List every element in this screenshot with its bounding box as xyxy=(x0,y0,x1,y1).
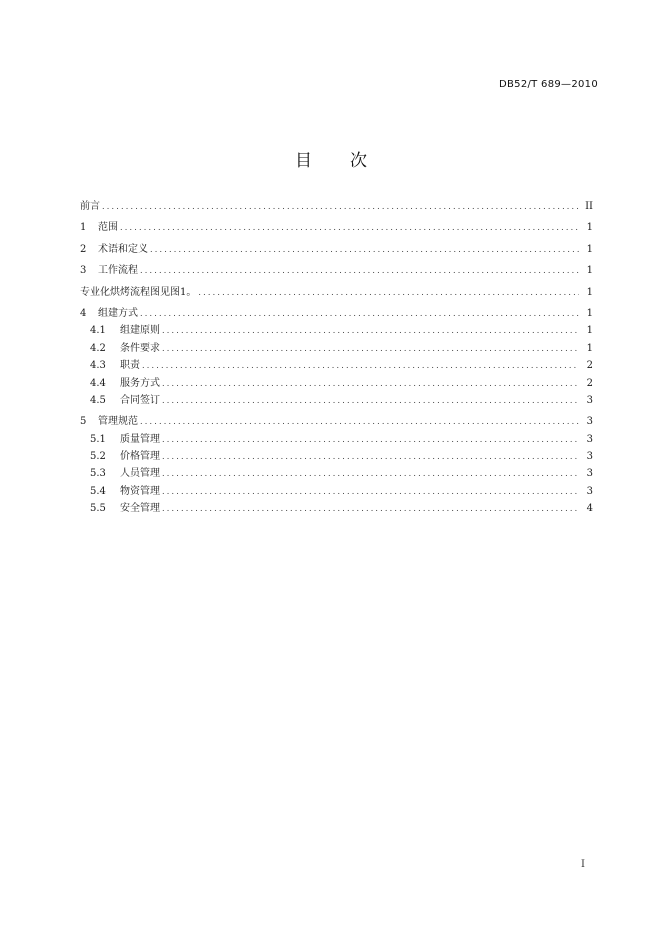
toc-entry-number: 5.4 xyxy=(90,485,106,497)
title-char-left: 目 xyxy=(295,151,312,171)
toc-entry-page: 4 xyxy=(586,503,593,515)
dot-leader xyxy=(140,262,579,279)
toc-entry-label: 价格管理 xyxy=(120,451,160,463)
dot-leader xyxy=(140,305,579,322)
toc-entry-label: 服务方式 xyxy=(120,377,160,389)
toc-entry-number: 4.1 xyxy=(90,325,106,337)
toc-entry-number: 4.3 xyxy=(90,360,106,372)
toc-entry-page: 3 xyxy=(586,416,593,428)
toc-entry-number: 5.5 xyxy=(90,503,106,515)
dot-leader xyxy=(140,413,579,430)
toc-entry-label: 质量管理 xyxy=(120,433,160,445)
toc-entry-label: 专业化烘烤流程图见图1。 xyxy=(80,286,197,298)
toc-entry-page: 1 xyxy=(586,307,593,319)
toc-entry[interactable] xyxy=(80,219,593,236)
dot-leader xyxy=(162,392,579,409)
toc-entry-label: 安全管理 xyxy=(120,503,160,515)
dot-leader xyxy=(162,465,579,482)
toc-entry-label: 工作流程 xyxy=(98,265,138,277)
toc-entry-label: 术语和定义 xyxy=(98,243,148,255)
toc-entry-label: 管理规范 xyxy=(98,416,138,428)
dot-leader xyxy=(162,322,579,339)
toc-entry[interactable] xyxy=(80,465,593,482)
toc-entry[interactable] xyxy=(80,198,593,215)
toc-entry[interactable] xyxy=(80,448,593,465)
toc-entry-label: 物资管理 xyxy=(120,485,160,497)
toc-entry-page: 2 xyxy=(586,360,593,372)
toc-entry[interactable] xyxy=(80,483,593,500)
toc-entry-page: 1 xyxy=(586,325,593,337)
toc-entry[interactable] xyxy=(80,413,593,430)
dot-leader xyxy=(198,284,579,301)
toc-entry-label: 范围 xyxy=(98,222,118,234)
toc-entry-label: 职责 xyxy=(120,360,140,372)
toc-entry-page: 1 xyxy=(586,342,593,354)
toc-entry-label: 合同签订 xyxy=(120,394,160,406)
toc-entry-number: 2 xyxy=(80,243,87,255)
toc-entry[interactable] xyxy=(80,392,593,409)
toc-entry-page: II xyxy=(585,201,593,212)
page-number: I xyxy=(581,859,585,870)
toc-entry-label: 条件要求 xyxy=(120,342,160,354)
toc-entry-page: 3 xyxy=(586,468,593,480)
dot-leader xyxy=(162,500,579,517)
dot-leader xyxy=(150,241,579,258)
toc-entry-number: 4.4 xyxy=(90,377,106,389)
dot-leader xyxy=(102,198,579,215)
toc-entry[interactable] xyxy=(80,322,593,339)
toc-entry-number: 4 xyxy=(80,307,87,319)
table-of-contents xyxy=(80,198,593,518)
dot-leader xyxy=(162,431,579,448)
toc-entry[interactable] xyxy=(80,357,593,374)
toc-entry-number: 4.5 xyxy=(90,394,106,406)
toc-entry-page: 2 xyxy=(586,377,593,389)
dot-leader xyxy=(120,219,579,236)
toc-entry[interactable] xyxy=(80,241,593,258)
dot-leader xyxy=(162,448,579,465)
toc-entry-number: 5 xyxy=(80,416,87,428)
toc-entry[interactable] xyxy=(80,340,593,357)
toc-entry[interactable] xyxy=(80,262,593,279)
toc-entry[interactable] xyxy=(80,284,593,301)
toc-entry-page: 3 xyxy=(586,451,593,463)
toc-entry-page: 3 xyxy=(586,394,593,406)
document-code: DB52/T 689—2010 xyxy=(499,79,598,90)
toc-entry-number: 5.3 xyxy=(90,468,106,480)
toc-entry-number: 3 xyxy=(80,265,87,277)
toc-entry-label: 组建方式 xyxy=(98,307,138,319)
toc-entry-page: 1 xyxy=(586,222,593,234)
toc-entry-page: 1 xyxy=(586,286,593,298)
toc-entry-page: 3 xyxy=(586,485,593,497)
page-title xyxy=(0,146,662,171)
toc-entry-page: 1 xyxy=(586,265,593,277)
title-char-right: 次 xyxy=(350,151,367,171)
dot-leader xyxy=(162,340,579,357)
dot-leader xyxy=(142,357,579,374)
toc-entry[interactable] xyxy=(80,500,593,517)
toc-entry-number: 1 xyxy=(80,222,87,234)
toc-entry-number: 4.2 xyxy=(90,342,106,354)
toc-entry-number: 5.2 xyxy=(90,451,106,463)
toc-entry[interactable] xyxy=(80,431,593,448)
dot-leader xyxy=(162,375,579,392)
toc-entry[interactable] xyxy=(80,375,593,392)
toc-entry-label: 人员管理 xyxy=(120,468,160,480)
toc-entry-label: 组建原则 xyxy=(120,325,160,337)
toc-entry-page: 1 xyxy=(586,243,593,255)
toc-entry[interactable] xyxy=(80,305,593,322)
toc-entry-number: 5.1 xyxy=(90,433,106,445)
dot-leader xyxy=(162,483,579,500)
toc-entry-page: 3 xyxy=(586,433,593,445)
toc-entry-label: 前言 xyxy=(80,201,100,212)
